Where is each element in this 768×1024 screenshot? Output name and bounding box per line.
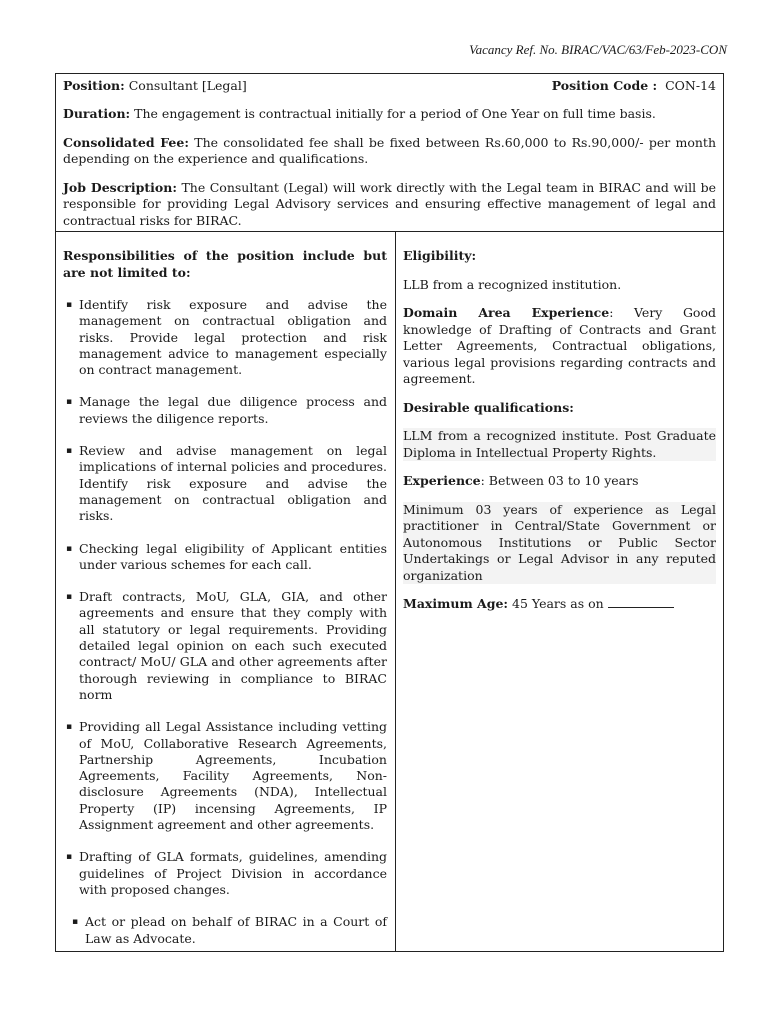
list-item: ▪ Drafting of GLA formats, guidelines, amending guidelines of Project Division in accordance with proposed changes. <box>66 849 387 897</box>
maximum-age-label: Maximum Age: <box>403 596 509 611</box>
domain-experience-paragraph <box>403 305 716 388</box>
position-code-label: Position Code : <box>551 78 658 93</box>
maximum-age-paragraph <box>403 596 716 613</box>
position-label: Position: <box>63 78 125 93</box>
job-description-paragraph <box>63 180 716 230</box>
details-columns <box>56 232 723 951</box>
eligibility-column <box>396 232 723 951</box>
duration-paragraph <box>63 106 716 123</box>
list-item: ▪ Manage the legal due diligence process and reviews the diligence reports. <box>66 394 387 426</box>
position-row <box>63 77 716 94</box>
bullet-icon: ▪ <box>66 397 73 408</box>
desirable-qualifications-heading: Desirable qualifications: <box>403 399 574 415</box>
bullet-icon: ▪ <box>72 917 79 928</box>
fee-paragraph <box>63 135 716 168</box>
desirable-qualifications-text: LLM from a recognized institute. Post Graduate Diploma in Intellectual Property Rights. <box>403 428 716 460</box>
fee-text: The consolidated fee shall be fixed between Rs.60,000 to Rs.90,000/- per month depending on the experience and qualifications. <box>63 134 716 166</box>
bullet-icon: ▪ <box>66 543 73 554</box>
domain-experience-text: : Very Good knowledge of Drafting of Contracts and Grant Letter Agreements, Contractual obligations, various legal provisions regarding contracts and agreement. <box>403 305 716 386</box>
experience-paragraph <box>403 473 716 490</box>
duration-label: Duration: <box>63 106 131 121</box>
list-item: ▪ Draft contracts, MoU, GLA, GIA, and other agreements and ensure that they comply with all statutory or legal requirements. Providing detailed legal opinion on each such executed contract/ MoU/ GLA and other agreements after thorough reviewing in compliance to BIRAC norm <box>66 589 387 702</box>
bullet-icon: ▪ <box>66 592 73 603</box>
maximum-age-text: 45 Years as on <box>512 596 604 611</box>
bullet-icon: ▪ <box>66 852 73 863</box>
vacancy-reference: Vacancy Ref. No. BIRAC/VAC/63/Feb-2023-CON <box>469 42 727 57</box>
list-item: ▪ Review and advise management on legal implications of internal policies and procedures. Identify risk exposure and advise the management on contractual obligation and risks. <box>66 443 387 524</box>
minimum-experience-paragraph: Minimum 03 years of experience as Legal practitioner in Central/State Government or Autonomous Institutions or Public Sector Undertakings or Legal Advisor in any reputed organization <box>403 501 716 583</box>
job-summary-section <box>56 74 723 232</box>
experience-label: Experience <box>403 473 481 488</box>
responsibilities-list <box>63 297 387 947</box>
experience-text: : Between 03 to 10 years <box>480 473 639 488</box>
list-item: ▪ Identify risk exposure and advise the management on contractual obligation and risks. Provide legal protection and risk management advice to management especially on contract management. <box>66 297 387 378</box>
list-item: ▪ Providing all Legal Assistance including vetting of MoU, Collaborative Research Agreements, Partnership Agreements, Incubation Agreements, Facility Agreements, Non-disclosure Agreements (NDA), Intellectual Property (IP) incensing Agreements, IP Assignment agreement and other agreements. <box>66 719 387 833</box>
list-item: ▪ Act or plead on behalf of BIRAC in a Court of Law as Advocate. <box>72 914 387 946</box>
blank-line <box>608 596 674 608</box>
position-field <box>63 77 247 94</box>
responsibilities-column <box>56 232 396 951</box>
bullet-icon: ▪ <box>66 446 73 457</box>
eligibility-heading: Eligibility: <box>403 248 477 263</box>
responsibilities-heading: Responsibilities of the position include but are not limited to: <box>63 248 387 280</box>
list-item: ▪ Checking legal eligibility of Applicant entities under various schemes for each call. <box>66 540 387 572</box>
domain-experience-label: Domain Area Experience <box>403 305 610 320</box>
job-description-text: The Consultant (Legal) will work directly with the Legal team in BIRAC and will be responsible for providing Legal Advisory services and ensuring effective management of legal and contractual risks for BIRAC. <box>63 179 716 228</box>
bullet-icon: ▪ <box>66 722 73 733</box>
position-code-field <box>552 77 716 94</box>
duration-text: The engagement is contractual initially for a period of One Year on full time basis. <box>134 106 656 121</box>
bullet-icon: ▪ <box>66 300 73 310</box>
eligibility-degree: LLB from a recognized institution. <box>403 276 622 292</box>
position-code-value: CON-14 <box>665 78 716 93</box>
job-description-label: Job Description: <box>63 179 177 195</box>
fee-label: Consolidated Fee: <box>63 134 189 150</box>
job-details-table <box>55 73 724 952</box>
position-value: Consultant [Legal] <box>128 78 247 93</box>
